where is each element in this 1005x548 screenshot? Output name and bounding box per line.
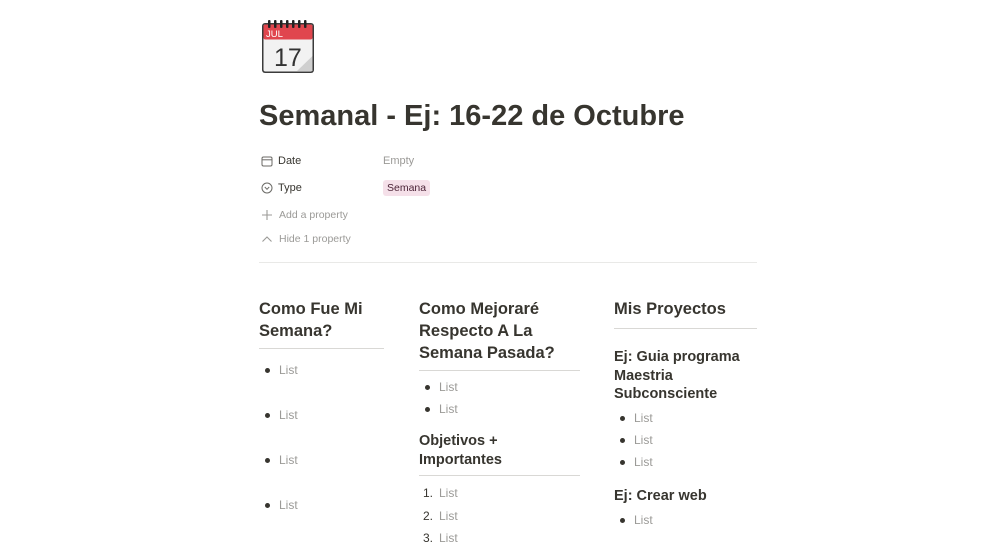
hide-property-button[interactable] — [261, 230, 351, 248]
type-tag[interactable]: Semana — [383, 180, 430, 196]
column-como-fue — [259, 298, 384, 515]
property-type[interactable] — [261, 178, 430, 198]
add-property-button[interactable] — [261, 206, 348, 224]
heading-rule — [259, 348, 384, 349]
property-date[interactable] — [261, 151, 414, 171]
project-title[interactable]: Ej: Crear web — [614, 487, 707, 504]
property-name: Date — [278, 155, 302, 167]
calendar-small-icon — [261, 155, 273, 167]
list-item[interactable]: List — [614, 452, 757, 472]
list-item[interactable]: List — [259, 360, 384, 380]
item-number: 1. — [423, 486, 434, 500]
property-name: Type — [278, 182, 302, 194]
heading-como-fue[interactable]: Como Fue Mi Semana? — [259, 300, 363, 340]
list-item[interactable]: List — [259, 405, 384, 425]
heading-rule — [614, 328, 757, 329]
add-property-label: Add a property — [279, 209, 348, 221]
numbered-item[interactable] — [419, 483, 580, 503]
chevron-up-icon — [261, 233, 273, 245]
list-item[interactable]: List — [614, 510, 757, 530]
column-como-mejorare — [419, 298, 580, 548]
heading-rule — [419, 370, 580, 371]
item-number: 3. — [423, 531, 434, 545]
heading-mis-proyectos[interactable]: Mis Proyectos — [614, 300, 726, 318]
heading-como-mejorare[interactable]: Como Mejoraré Respecto A La Semana Pasada? — [419, 300, 555, 362]
column-mis-proyectos — [614, 298, 757, 530]
list-item[interactable]: List — [419, 377, 580, 397]
select-circle-icon — [261, 182, 273, 194]
list-item[interactable]: List — [259, 495, 384, 515]
calendar-icon[interactable] — [261, 20, 315, 74]
item-number: 2. — [423, 509, 434, 523]
list-item[interactable]: List — [419, 399, 580, 419]
list-item[interactable]: List — [614, 430, 757, 450]
property-value[interactable]: Empty — [383, 155, 415, 167]
numbered-item[interactable] — [419, 506, 580, 526]
item-text: List — [439, 509, 458, 523]
svg-text:17: 17 — [274, 44, 302, 72]
plus-icon — [261, 209, 273, 221]
divider — [259, 262, 757, 263]
heading-rule — [419, 475, 580, 476]
list-item[interactable]: List — [259, 450, 384, 470]
item-text: List — [439, 486, 458, 500]
heading-objetivos[interactable]: Objetivos + Importantes — [419, 433, 502, 468]
list-item[interactable]: List — [614, 408, 757, 428]
numbered-item[interactable] — [419, 528, 580, 548]
page-title[interactable]: Semanal - Ej: 16-22 de Octubre — [259, 100, 685, 132]
svg-text:JUL: JUL — [266, 29, 283, 40]
project-title[interactable]: Ej: Guia programa Maestria Subconsciente — [614, 349, 740, 402]
item-text: List — [439, 531, 458, 545]
hide-property-label: Hide 1 property — [279, 233, 351, 245]
